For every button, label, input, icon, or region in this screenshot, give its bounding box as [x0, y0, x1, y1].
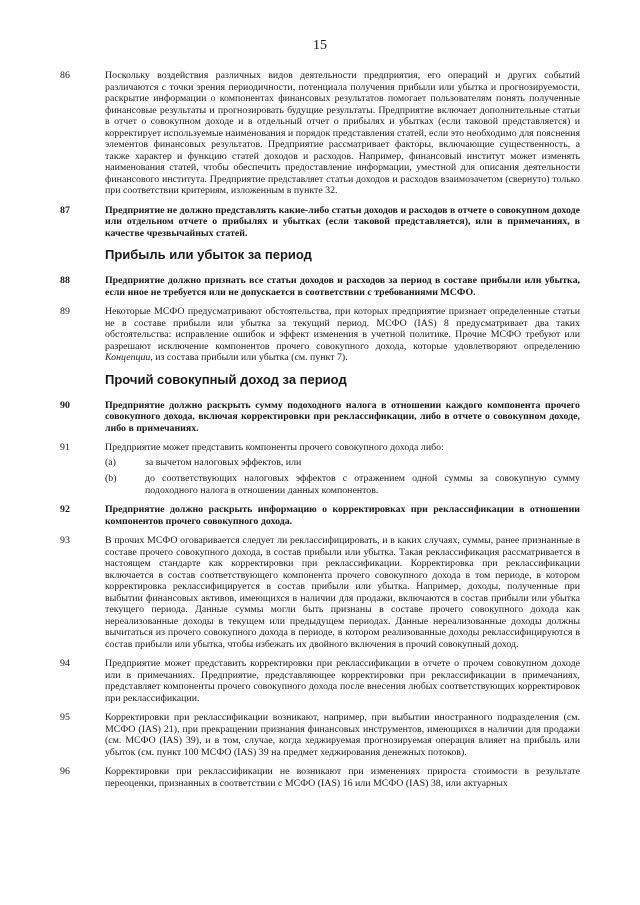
list-item-letter: (b) [105, 473, 117, 484]
paragraph-text: Поскольку воздействия различных видов деятельности предприятия, его операций и других событий различаются с точки зрения периодичности, потенциала получения прибыли или убытка и прогнозируемости, раскрытие информации о компонентах финансовых результатов помогает пользователям понять полученные финансовые результаты и прогнозировать будущие результаты. Предприятие включает дополнительные статьи в отчет о совокупном доходе и в отдельный отчет о прибылях и убытках (если таковой представляется) и корректирует используемые наименования и порядок представления статей, если это необходимо для пояснения элементов финансовых результатов. Предприятие рассматривает факторы, включающие существенность, а также характер и функцию статей доходов и расходов. Например, финансовый институт может изменять наименования статей, чтобы обеспечить предоставление информации, уместной для описания деятельности финансового института. Предприятие представляет статьи доходов и расходов взаимозачетом (свернуто) только при соответствии критериям, изложенным в пункте 32. [105, 70, 580, 196]
paragraph-text-italic: Концепции [105, 352, 151, 363]
paragraph-number: 86 [60, 70, 70, 81]
paragraph-number: 95 [60, 712, 70, 723]
section-heading-profit-or-loss: Прибыль или убыток за период [105, 247, 312, 262]
paragraph-92 [60, 504, 580, 527]
page-number: 15 [313, 38, 327, 53]
section-heading-other-comprehensive-income: Прочий совокупный доход за период [105, 371, 347, 387]
paragraph-90 [60, 400, 580, 435]
sub-list [105, 457, 580, 497]
paragraph-86 [60, 70, 580, 197]
paragraph-95 [60, 712, 580, 758]
paragraph-text: Предприятие должно раскрыть сумму подоходного налога в отношении каждого компонента прочего совокупного дохода, включая корректировки при реклассификации, либо в отчете о совокупном доходе, либо в примечаниях. [105, 399, 580, 434]
document-body [60, 70, 580, 797]
paragraph-number: 91 [60, 442, 70, 453]
list-item-letter: (a) [105, 456, 116, 468]
list-item-text: до соответствующих налоговых эффектов с отражением одной суммы за совокупную сумму подоходного налога в отношении данных компонентов. [145, 473, 580, 496]
paragraph-text: Предприятие должно раскрыть информацию о корректировках при реклассификации в отношении компонентов прочего совокупного дохода. [105, 504, 580, 527]
paragraph-96 [60, 766, 580, 789]
paragraph-text: Предприятие не должно представлять какие-либо статьи доходов и расходов в отчете о совокупном доходе или отдельном отчете о прибылях и убытках (если таковой представляется), или в примечаниях, в качестве чрезвычайных статей. [105, 204, 580, 239]
paragraph-text: Некоторые МСФО предусматривают обстоятельства, при которых предприятие признает определенные статьи не в составе прибыли или убытка за текущий период. МСФО (IAS) 8 предусматривает два таких обстоятельства: исправление ошибок и эффект изменения в учетной политике. Прочие МСФО требуют или разрешают исключение компонентов прочего совокупного дохода, которые удовлетворяют определению [105, 306, 580, 352]
paragraph-number: 89 [60, 306, 70, 317]
paragraph-text: Предприятие должно признать все статьи доходов и расходов за период в составе прибыли или убытка, если иное не требуется или не допускается в соответствии с требованиями МСФО. [105, 275, 580, 298]
paragraph-text: Корректировки при реклассификации возникают, например, при выбытии иностранного подразделения (см. МСФО (IAS) 21), при прекращении признания финансовых инструментов, имеющихся в наличии для продажи (см. МСФО (IAS) 39), и в том, случае, когда хеджируемая прогнозируемая операция влияет на прибыль или убыток (см. пункт 100 МСФО (IAS) 39 на предмет хеджирования денежных потоков). [105, 712, 580, 758]
list-item [105, 473, 580, 496]
paragraph-text: В прочих МСФО оговаривается следует ли реклассифицировать, и в каких случаях, суммы, ранее признанные в составе прочего совокупного дохода, в состав прибыли или убытка. Такая реклассификация рассматривается в настоящем стандарте как корректировки при реклассификации. Корректировка при реклассификации включается в состав соответствующего компонента прочего совокупного дохода в том периоде, в котором корректировка реклассифицируется в состав прибыли или убытка. Например, доходы, полученные при выбытии финансовых активов, имеющихся в наличии для продажи, включаются в состав прибыли или убытка текущего периода. Данные суммы могли быть признаны в составе прочего совокупного дохода как нереализованные доходы в текущем или предыдущем периодах. Данные нереализованные доходы должны вычитаться из прочего совокупного дохода в периоде, в котором реализованные доходы реклассифицируются в состав прибыли или убытка, чтобы избежать их двойного включения в прочий совокупный доход. [105, 535, 580, 650]
paragraph-88 [60, 275, 580, 298]
list-item-text: за вычетом налоговых эффектов, или [145, 456, 302, 468]
paragraph-94 [60, 658, 580, 704]
paragraph-number: 87 [60, 204, 70, 216]
paragraph-number: 90 [60, 399, 70, 411]
paragraph-text: Предприятие может представить компоненты прочего совокупного дохода либо: [105, 442, 444, 453]
paragraph-number: 92 [60, 504, 70, 515]
paragraph-number: 93 [60, 535, 70, 546]
paragraph-text: Предприятие может представить корректировки при реклассификации в отчете о прочем совокупном доходе или в примечаниях. Предприятие, представляющее корректировки при реклассификации в примечаниях, представляет компоненты прочего совокупного дохода после внесения любых соответствующих корректировок при реклассификации. [105, 658, 580, 704]
paragraph-91 [60, 442, 580, 496]
paragraph-text: , из состава прибыли или убытка (см. пункт 7). [150, 352, 348, 363]
paragraph-number: 94 [60, 658, 70, 669]
paragraph-number: 96 [60, 766, 70, 777]
paragraph-87 [60, 205, 580, 240]
paragraph-text: Корректировки при реклассификации не возникают при изменениях прироста стоимости в результате переоценки, признанных в соответствии с МСФО (IAS) 16 или МСФО (IAS) 38, или актуарных [105, 766, 580, 789]
paragraph-number: 88 [60, 275, 70, 286]
paragraph-93 [60, 535, 580, 650]
list-item [105, 457, 580, 469]
paragraph-89 [60, 306, 580, 364]
